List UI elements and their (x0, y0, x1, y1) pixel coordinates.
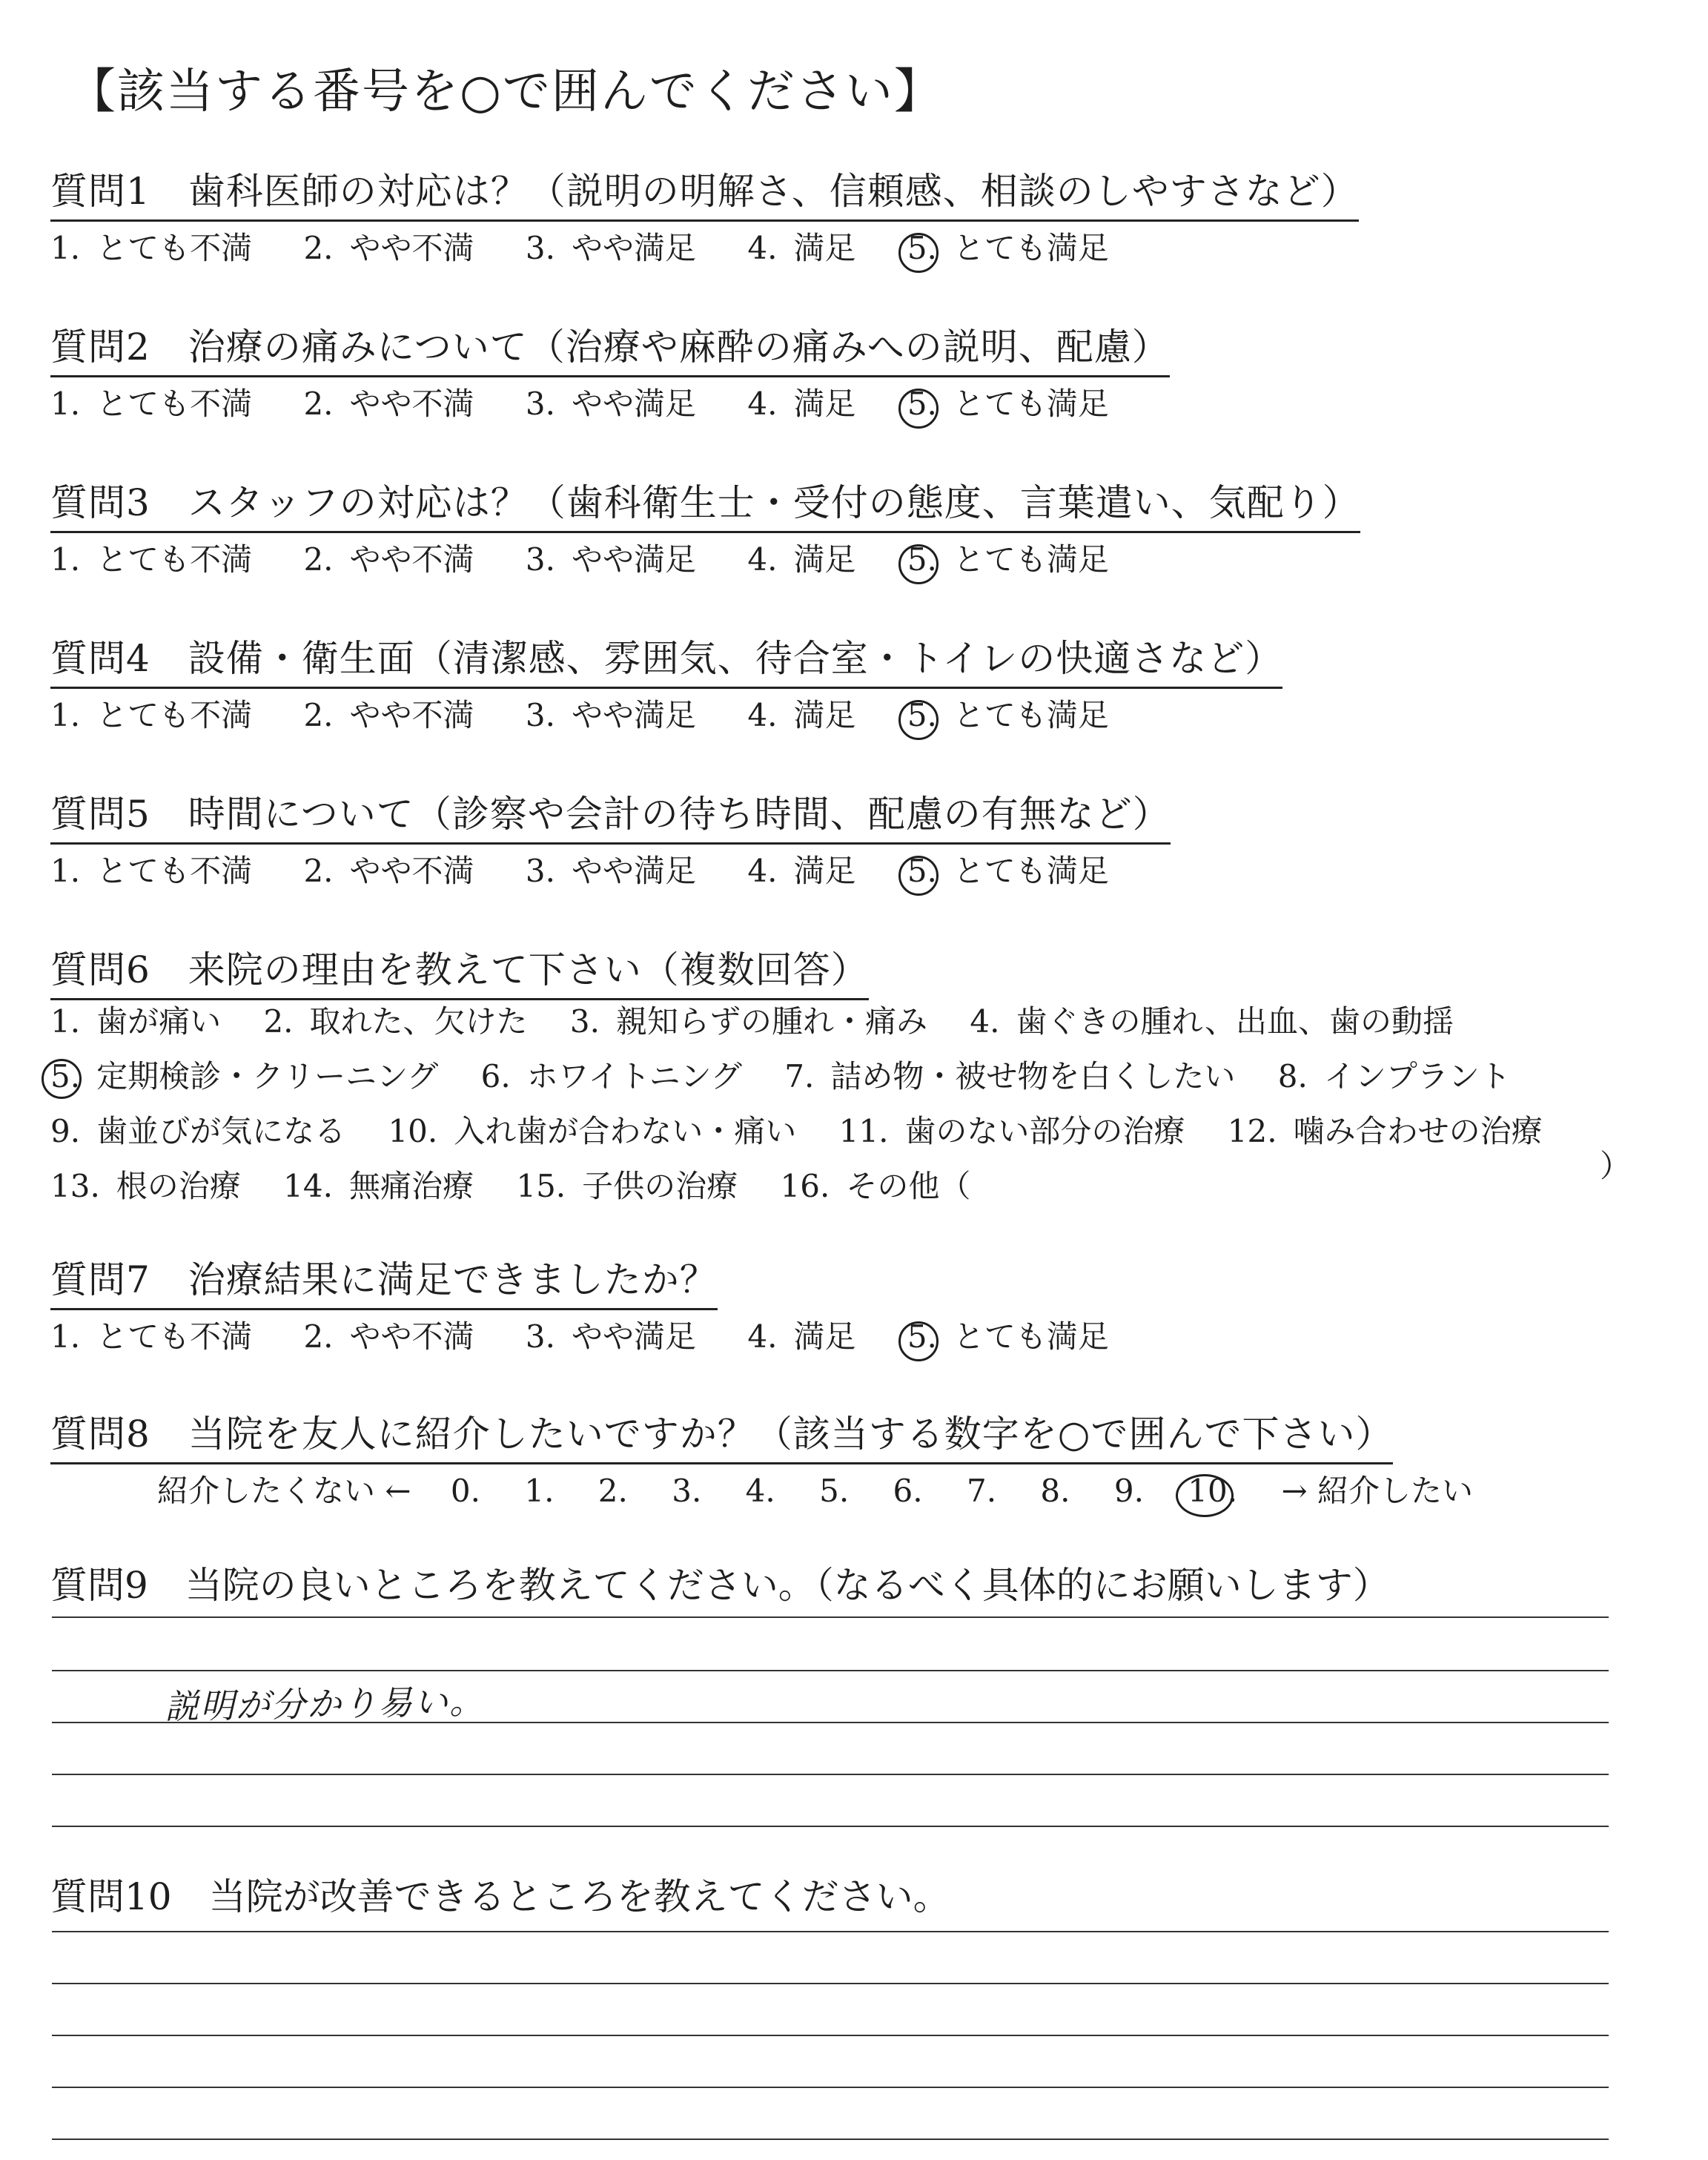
question-4 (50, 629, 1283, 733)
question-9-handwritten-answer[interactable]: 説明が分かり易い。 (164, 1681, 486, 1727)
question-1 (50, 162, 1359, 266)
question-10-label: 質問10 当院が改善できるところを教えてください。 (50, 1875, 950, 1918)
option-3[interactable]: 3. やや満足 (525, 386, 696, 422)
answer-line (52, 2138, 1609, 2140)
option-5-selected[interactable]: 5. とても満足 (907, 541, 1109, 578)
option-5-selected[interactable]: 5. とても満足 (907, 230, 1109, 266)
question-1-label: 質問1 歯科医師の対応は？（説明の明解さ、信頼感、相談のしやすさなど） (50, 162, 1359, 222)
option-8[interactable]: 8. インプラント (1277, 1058, 1511, 1094)
option-10[interactable]: 10. 入れ歯が合わない・痛い (388, 1113, 797, 1149)
option-5-selected[interactable]: 5. とても満足 (907, 1318, 1109, 1355)
option-4[interactable]: 4. 満足 (747, 697, 856, 733)
option-3[interactable]: 3. 親知らずの腫れ・痛み (569, 1003, 927, 1040)
question-6-row-3 (50, 1111, 1575, 1166)
other-close-paren: ） (1600, 1148, 1632, 1184)
answer-line (52, 1616, 1609, 1618)
question-8 (50, 1404, 1473, 1509)
option-4[interactable]: 4. 満足 (747, 853, 856, 889)
option-4[interactable]: 4. 満足 (747, 541, 856, 578)
option-7[interactable]: 7. 詰め物・被せ物を白くしたい (784, 1058, 1236, 1094)
score-8[interactable]: 8. (1040, 1473, 1070, 1509)
option-3[interactable]: 3. やや満足 (525, 1318, 696, 1355)
option-2[interactable]: 2. やや不満 (303, 1318, 474, 1355)
question-7-label: 質問7 治療結果に満足できましたか？ (50, 1250, 718, 1310)
option-6[interactable]: 6. ホワイトニング (480, 1058, 742, 1094)
score-1[interactable]: 1. (524, 1473, 555, 1509)
answer-line (52, 1931, 1609, 1932)
option-5-selected[interactable]: 5. とても満足 (907, 697, 1109, 733)
option-3[interactable]: 3. やや満足 (525, 697, 696, 733)
option-2[interactable]: 2. やや不満 (303, 697, 474, 733)
option-4[interactable]: 4. 満足 (747, 1318, 856, 1355)
option-1[interactable]: 1. とても不満 (50, 853, 253, 889)
option-3[interactable]: 3. やや満足 (525, 230, 696, 266)
option-13[interactable]: 13. 根の治療 (50, 1168, 241, 1204)
question-6-row-4 (50, 1166, 1575, 1221)
option-1[interactable]: 1. とても不満 (50, 230, 253, 266)
answer-line (52, 1826, 1609, 1827)
score-6[interactable]: 6. (893, 1473, 923, 1509)
option-2[interactable]: 2. やや不満 (303, 230, 474, 266)
option-3[interactable]: 3. やや満足 (525, 541, 696, 578)
option-4[interactable]: 4. 歯ぐきの腫れ、出血、歯の動揺 (970, 1003, 1454, 1040)
score-3[interactable]: 3. (672, 1473, 702, 1509)
option-2[interactable]: 2. やや不満 (303, 541, 474, 578)
question-5-label: 質問5 時間について（診察や会計の待ち時間、配慮の有無など） (50, 785, 1171, 845)
score-7[interactable]: 7. (966, 1473, 997, 1509)
question-9-label: 質問9 当院の良いところを教えてください。（なるべく具体的にお願いします） (50, 1564, 1390, 1607)
question-6-label: 質問6 来院の理由を教えて下さい（複数回答） (50, 940, 869, 1000)
question-6 (50, 940, 1543, 1204)
question-5 (50, 785, 1171, 889)
question-4-options (50, 691, 1151, 736)
option-1[interactable]: 1. とても不満 (50, 541, 253, 578)
scale-right-label: → 紹介したい (1281, 1473, 1473, 1509)
question-6-options (50, 1001, 1575, 1221)
option-2[interactable]: 2. やや不満 (303, 853, 474, 889)
answer-line (52, 2035, 1609, 2036)
score-2[interactable]: 2. (598, 1473, 628, 1509)
question-2-label: 質問2 治療の痛みについて（治療や麻酔の痛みへの説明、配慮） (50, 317, 1170, 377)
option-16-other[interactable]: 16. その他（ (780, 1168, 971, 1204)
answer-line (52, 1983, 1609, 1984)
question-7 (50, 1250, 1109, 1355)
option-1[interactable]: 1. とても不満 (50, 386, 253, 422)
question-4-label: 質問4 設備・衛生面（清潔感、雰囲気、待合室・トイレの快適さなど） (50, 629, 1282, 689)
option-2[interactable]: 2. やや不満 (303, 386, 474, 422)
score-10-selected[interactable]: 10. (1188, 1473, 1238, 1509)
option-14[interactable]: 14. 無痛治療 (283, 1168, 474, 1204)
question-9 (50, 1556, 1390, 1609)
question-7-options (50, 1312, 1151, 1357)
score-5[interactable]: 5. (819, 1473, 850, 1509)
score-9[interactable]: 9. (1113, 1473, 1144, 1509)
question-3-options (50, 535, 1151, 580)
score-0[interactable]: 0. (450, 1473, 480, 1509)
option-5-selected[interactable]: 5. とても満足 (907, 386, 1109, 422)
option-5-selected[interactable]: 5. とても満足 (907, 853, 1109, 889)
option-4[interactable]: 4. 満足 (747, 230, 856, 266)
option-11[interactable]: 11. 歯のない部分の治療 (838, 1113, 1185, 1149)
question-5-options (50, 847, 1151, 891)
option-2[interactable]: 2. 取れた、欠けた (263, 1003, 528, 1040)
question-10 (50, 1867, 950, 1920)
option-15[interactable]: 15. 子供の治療 (516, 1168, 738, 1204)
page-title: 【該当する番号を○で囲んでください】 (68, 65, 943, 119)
option-1[interactable]: 1. とても不満 (50, 1318, 253, 1355)
option-3[interactable]: 3. やや満足 (525, 853, 696, 889)
answer-line (52, 1774, 1609, 1775)
question-1-options (50, 224, 1151, 268)
option-9[interactable]: 9. 歯並びが気になる (50, 1113, 346, 1149)
answer-line (52, 2087, 1609, 2088)
question-2-options (50, 380, 1151, 424)
question-3 (50, 473, 1360, 578)
score-4[interactable]: 4. (745, 1473, 775, 1509)
option-4[interactable]: 4. 満足 (747, 386, 856, 422)
question-3-label: 質問3 スタッフの対応は？（歯科衛生士・受付の態度、言葉遣い、気配り） (50, 473, 1360, 533)
option-1[interactable]: 1. 歯が痛い (50, 1003, 222, 1040)
question-2 (50, 317, 1170, 422)
answer-line (52, 1670, 1609, 1671)
question-8-scale (157, 1467, 1473, 1511)
scale-left-label: 紹介したくない ← (157, 1473, 411, 1509)
option-12[interactable]: 12. 噛み合わせの治療 (1227, 1113, 1543, 1149)
question-8-label: 質問8 当院を友人に紹介したいですか？（該当する数字を○で囲んで下さい） (50, 1404, 1393, 1464)
question-6-row-1 (50, 1001, 1575, 1056)
option-1[interactable]: 1. とても不満 (50, 697, 253, 733)
question-6-row-2 (50, 1056, 1575, 1111)
option-5-selected[interactable]: 5. 定期検診・クリーニング (50, 1056, 438, 1097)
